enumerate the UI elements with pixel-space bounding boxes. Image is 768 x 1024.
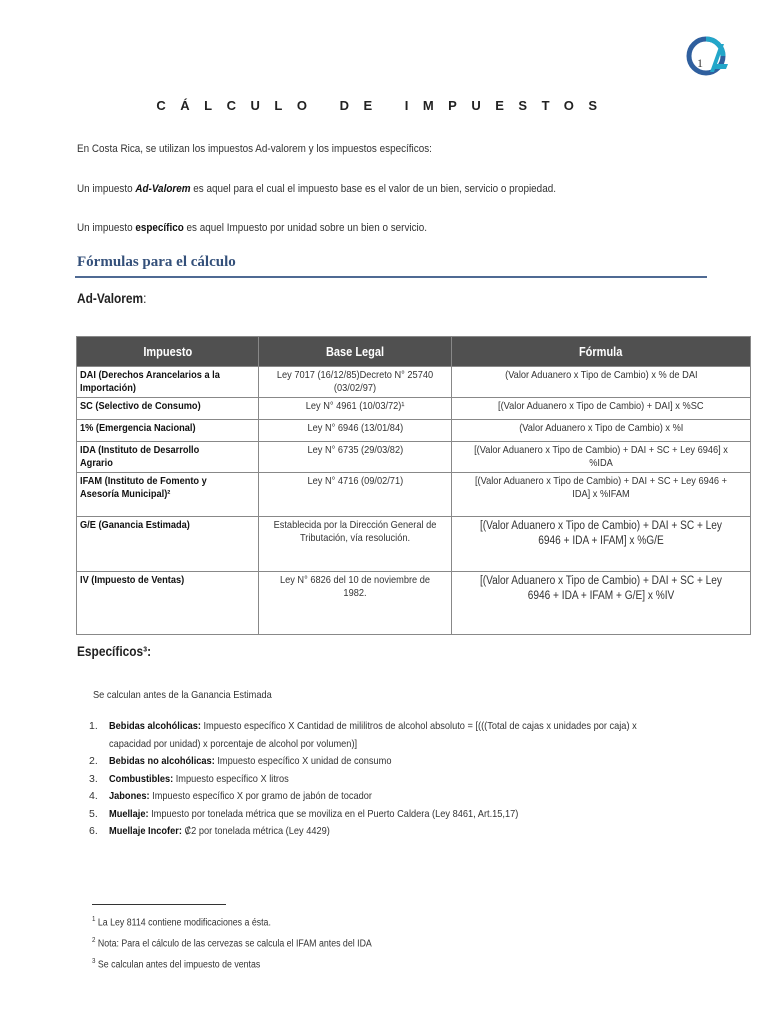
- cell-impuesto: IDA (Instituto de Desarrollo Agrario: [77, 442, 259, 473]
- item-desc: Impuesto por tonelada métrica que se moviliza en el Puerto Caldera (Ley 8461, Art.15,17): [148, 807, 519, 820]
- item-term: Jabones:: [109, 790, 150, 802]
- footnote-text: La Ley 8114 contiene modificaciones a ésta.: [95, 917, 271, 929]
- column-header-impuesto: Impuesto: [77, 337, 259, 367]
- list-item: [89, 718, 709, 753]
- item-desc: Impuesto específico X por gramo de jabón de tocador: [149, 790, 372, 802]
- intro-paragraph-3: [77, 222, 427, 234]
- intro-paragraph-1: En Costa Rica, se utilizan los impuestos Ad-valorem y los impuestos específicos:: [77, 143, 432, 155]
- cell-base-legal: Establecida por la Dirección General de Tributación, vía resolución.: [259, 517, 452, 572]
- list-text: [109, 771, 637, 789]
- item-term: Bebidas no alcohólicas:: [109, 755, 215, 767]
- item-desc: Impuesto específico X Cantidad de mililitros de alcohol absoluto = [(((Total de cajas x unidades por caja) x capacidad por unidad) x porcentaje de alcohol por volumen)]: [109, 720, 637, 750]
- list-text: [109, 718, 637, 753]
- table-header-row: [77, 337, 751, 367]
- column-header-formula: Fórmula: [452, 337, 751, 367]
- list-text: [109, 823, 637, 841]
- footnote-2: [92, 937, 372, 949]
- cell-formula: [(Valor Aduanero x Tipo de Cambio) + DAI + SC + Ley 6946 + IDA] x %IFAM: [452, 473, 751, 517]
- footnote-text: Nota: Para el cálculo de las cervezas se calcula el IFAM antes del IDA: [95, 938, 372, 950]
- table-row: [77, 398, 751, 420]
- table-row: [77, 442, 751, 473]
- heading-colon: :: [143, 290, 147, 306]
- table-row: [77, 420, 751, 442]
- item-desc: Impuesto específico X litros: [173, 772, 289, 785]
- footnote-text: Se calculan antes del impuesto de ventas: [95, 959, 261, 971]
- list-text: [109, 788, 637, 806]
- heading-text: Ad-Valorem: [77, 290, 144, 306]
- cell-formula: [(Valor Aduanero x Tipo de Cambio) + DAI + SC + Ley 6946 + IDA + IFAM] x %G/E: [452, 517, 751, 572]
- list-item: [89, 823, 709, 841]
- table-row: [77, 473, 751, 517]
- text-fragment: es aquel para el cual el impuesto base es el valor de un bien, servicio o propiedad.: [190, 183, 556, 195]
- item-term: Bebidas alcohólicas:: [109, 720, 201, 732]
- footnote-mark: 1: [92, 916, 96, 923]
- section-title-formulas: Fórmulas para el cálculo: [77, 254, 236, 270]
- cell-impuesto: DAI (Derechos Arancelarios a la Importación): [77, 367, 259, 398]
- cell-impuesto: 1% (Emergencia Nacional): [77, 420, 259, 442]
- list-item: [89, 753, 709, 771]
- table-row: [77, 367, 751, 398]
- footnote-mark: 3: [92, 958, 96, 965]
- list-number: 5.: [89, 807, 98, 820]
- cell-formula: [(Valor Aduanero x Tipo de Cambio) + DAI + SC + Ley 6946 + IDA + IFAM + G/E] x %IV: [452, 572, 751, 635]
- item-term: Combustibles:: [109, 772, 174, 785]
- cell-base-legal: Ley N° 6826 del 10 de noviembre de 1982.: [259, 572, 452, 635]
- text-fragment: Un impuesto: [77, 183, 136, 195]
- list-number: 4.: [89, 790, 98, 802]
- list-item: [89, 788, 709, 806]
- especificos-heading: Específicos³:: [77, 643, 152, 659]
- footnote-3: [92, 958, 260, 970]
- list-number: 3.: [89, 772, 98, 785]
- list-number: 1.: [89, 720, 98, 732]
- cell-formula: [(Valor Aduanero x Tipo de Cambio) + DAI] x %SC: [452, 398, 751, 420]
- cell-impuesto: IFAM (Instituto de Fomento y Asesoría Municipal)²: [77, 473, 259, 517]
- cell-base-legal: Ley N° 4961 (10/03/72)¹: [259, 398, 452, 420]
- cell-impuesto: SC (Selectivo de Consumo): [77, 398, 259, 420]
- cell-base-legal: Ley N° 6946 (13/01/84): [259, 420, 452, 442]
- tax-formula-table: [76, 336, 751, 635]
- ad-valorem-heading: [77, 290, 146, 306]
- circular-logo-icon: [684, 32, 732, 80]
- item-term: Muellaje:: [109, 807, 149, 820]
- especifico-term: específico: [135, 222, 184, 234]
- list-number: 2.: [89, 755, 98, 767]
- cell-base-legal: Ley N° 6735 (29/03/82): [259, 442, 452, 473]
- footnote-divider: [92, 904, 226, 905]
- especificos-list: [89, 718, 709, 841]
- item-desc: Impuesto específico X unidad de consumo: [214, 755, 392, 767]
- cell-formula: [(Valor Aduanero x Tipo de Cambio) + DAI + SC + Ley 6946] x %IDA: [452, 442, 751, 473]
- document-title: CÁLCULO DE IMPUESTOS: [156, 98, 612, 113]
- intro-paragraph-2: [77, 183, 556, 195]
- column-header-base-legal: Base Legal: [259, 337, 452, 367]
- list-item: [89, 771, 709, 789]
- section-divider: [75, 276, 707, 278]
- list-text: [109, 753, 637, 771]
- cell-formula: (Valor Aduanero x Tipo de Cambio) x % de DAI: [452, 367, 751, 398]
- cell-impuesto: IV (Impuesto de Ventas): [77, 572, 259, 635]
- cell-base-legal: Ley 7017 (16/12/85)Decreto N° 25740 (03/02/97): [259, 367, 452, 398]
- list-number: 6.: [89, 825, 98, 837]
- cell-impuesto: G/E (Ganancia Estimada): [77, 517, 259, 572]
- cell-formula: (Valor Aduanero x Tipo de Cambio) x %I: [452, 420, 751, 442]
- table-row: [77, 572, 751, 635]
- text-fragment: es aquel Impuesto por unidad sobre un bien o servicio.: [183, 222, 428, 234]
- footnote-1: [92, 916, 271, 928]
- list-item: [89, 806, 709, 824]
- footnote-mark: 2: [92, 937, 96, 944]
- item-term: Muellaje Incofer:: [109, 825, 182, 837]
- table-row: [77, 517, 751, 572]
- ad-valorem-term: Ad-Valorem: [135, 183, 191, 195]
- especificos-note: Se calculan antes de la Ganancia Estimada: [93, 689, 272, 701]
- page-number: 1: [697, 56, 703, 70]
- list-text: [109, 806, 637, 824]
- item-desc: ₡2 por tonelada métrica (Ley 4429): [181, 825, 330, 837]
- text-fragment: Un impuesto: [77, 222, 136, 234]
- cell-base-legal: Ley N° 4716 (09/02/71): [259, 473, 452, 517]
